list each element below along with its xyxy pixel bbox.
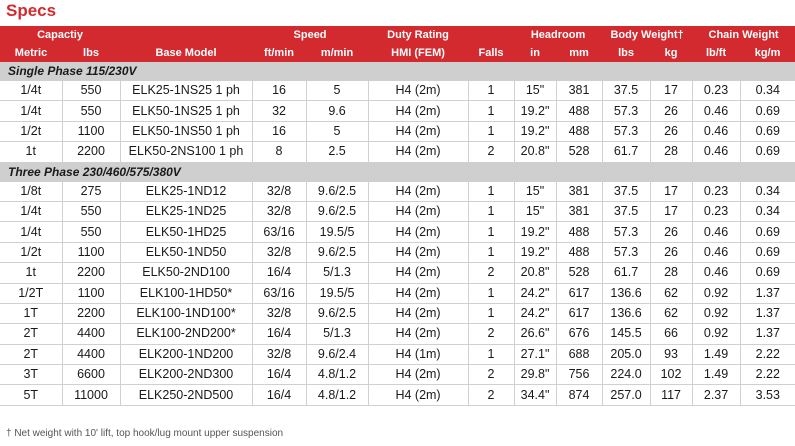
table-cell: ELK200-2ND300 — [120, 365, 252, 385]
table-cell: H4 (2m) — [368, 222, 468, 242]
table-cell: 61.7 — [602, 142, 650, 162]
table-cell: 2 — [468, 365, 514, 385]
table-cell: 2T — [0, 324, 62, 344]
table-cell: ELK100-1ND100* — [120, 303, 252, 323]
table-cell: 0.69 — [740, 121, 795, 141]
table-cell: 28 — [650, 263, 692, 283]
table-cell: 528 — [556, 142, 602, 162]
table-row — [0, 344, 795, 364]
table-row — [0, 101, 795, 121]
header-duty-rating: Duty Rating — [368, 26, 468, 44]
table-cell: 66 — [650, 324, 692, 344]
table-cell: ELK100-1HD50* — [120, 283, 252, 303]
header-chain-weight: Chain Weight — [692, 26, 795, 44]
table-cell: 1/4t — [0, 101, 62, 121]
table-cell: 5T — [0, 385, 62, 405]
table-cell: 16/4 — [252, 365, 306, 385]
table-cell: H4 (2m) — [368, 182, 468, 202]
table-cell: 488 — [556, 222, 602, 242]
table-cell: 0.69 — [740, 263, 795, 283]
table-cell: ELK50-1NS25 1 ph — [120, 101, 252, 121]
table-row — [0, 303, 795, 323]
table-cell: 2.37 — [692, 385, 740, 405]
table-cell: 26 — [650, 242, 692, 262]
table-cell: 4400 — [62, 324, 120, 344]
table-cell: 20.8" — [514, 263, 556, 283]
table-cell: 29.8" — [514, 365, 556, 385]
section-header — [0, 162, 795, 182]
table-cell: 26 — [650, 222, 692, 242]
table-cell: 1.37 — [740, 283, 795, 303]
table-cell: H4 (2m) — [368, 283, 468, 303]
table-cell: 550 — [62, 201, 120, 221]
table-cell: 550 — [62, 222, 120, 242]
table-cell: 1/2t — [0, 121, 62, 141]
table-cell: 2 — [468, 263, 514, 283]
table-cell: 32/8 — [252, 303, 306, 323]
table-cell: 62 — [650, 303, 692, 323]
table-cell: 37.5 — [602, 81, 650, 101]
table-cell: 4.8/1.2 — [306, 385, 368, 405]
table-cell: 0.46 — [692, 222, 740, 242]
table-cell: 0.46 — [692, 242, 740, 262]
table-cell: 19.2" — [514, 101, 556, 121]
table-cell: 874 — [556, 385, 602, 405]
table-cell: 93 — [650, 344, 692, 364]
footnote: † Net weight with 10' lift, top hook/lug mount upper suspension — [6, 428, 284, 439]
table-cell: 1 — [468, 81, 514, 101]
table-cell: 3T — [0, 365, 62, 385]
table-cell: 0.69 — [740, 142, 795, 162]
header-blank — [120, 26, 252, 44]
table-cell: 676 — [556, 324, 602, 344]
table-row — [0, 121, 795, 141]
table-cell: 37.5 — [602, 201, 650, 221]
table-cell: 0.23 — [692, 182, 740, 202]
table-cell: 381 — [556, 182, 602, 202]
table-row — [0, 263, 795, 283]
table-row — [0, 142, 795, 162]
header-m-min: m/min — [306, 44, 368, 62]
table-cell: 205.0 — [602, 344, 650, 364]
table-cell: 15" — [514, 201, 556, 221]
table-cell: 1T — [0, 303, 62, 323]
table-cell: ELK25-1ND12 — [120, 182, 252, 202]
table-cell: 37.5 — [602, 182, 650, 202]
table-cell: 17 — [650, 182, 692, 202]
table-cell: 57.3 — [602, 121, 650, 141]
header-lbs: lbs — [62, 44, 120, 62]
table-cell: 9.6/2.5 — [306, 242, 368, 262]
table-cell: H4 (2m) — [368, 142, 468, 162]
table-row — [0, 242, 795, 262]
table-cell: 1 — [468, 201, 514, 221]
table-cell: 1 — [468, 303, 514, 323]
table-cell: 26 — [650, 101, 692, 121]
table-cell: ELK50-2NS100 1 ph — [120, 142, 252, 162]
header-ft-min: ft/min — [252, 44, 306, 62]
header-speed: Speed — [252, 26, 368, 44]
table-cell: 19.2" — [514, 121, 556, 141]
table-cell: 1.37 — [740, 324, 795, 344]
table-cell: 15" — [514, 81, 556, 101]
table-cell: 488 — [556, 101, 602, 121]
table-cell: 0.46 — [692, 121, 740, 141]
table-row — [0, 201, 795, 221]
table-cell: 8 — [252, 142, 306, 162]
table-cell: 63/16 — [252, 283, 306, 303]
table-cell: H4 (2m) — [368, 365, 468, 385]
table-cell: 1100 — [62, 283, 120, 303]
table-cell: 0.69 — [740, 101, 795, 121]
table-cell: 5 — [306, 121, 368, 141]
table-cell: 57.3 — [602, 222, 650, 242]
table-cell: 61.7 — [602, 263, 650, 283]
table-cell: 2 — [468, 324, 514, 344]
table-cell: 488 — [556, 121, 602, 141]
table-cell: ELK250-2ND500 — [120, 385, 252, 405]
table-cell: 550 — [62, 81, 120, 101]
table-cell: 0.34 — [740, 81, 795, 101]
table-cell: ELK100-2ND200* — [120, 324, 252, 344]
header-in: in — [514, 44, 556, 62]
table-cell: 1/4t — [0, 222, 62, 242]
table-cell: 1100 — [62, 242, 120, 262]
table-row — [0, 222, 795, 242]
table-cell: 0.69 — [740, 242, 795, 262]
table-cell: 117 — [650, 385, 692, 405]
table-cell: 1 — [468, 344, 514, 364]
table-cell: H4 (2m) — [368, 101, 468, 121]
table-cell: 19.2" — [514, 242, 556, 262]
header-metric: Metric — [0, 44, 62, 62]
table-cell: 16/4 — [252, 385, 306, 405]
table-cell: 550 — [62, 101, 120, 121]
table-cell: 2.22 — [740, 344, 795, 364]
table-cell: 32/8 — [252, 201, 306, 221]
table-cell: 16/4 — [252, 324, 306, 344]
table-cell: 57.3 — [602, 101, 650, 121]
section-label: Three Phase 230/460/575/380V — [0, 162, 795, 182]
table-cell: ELK50-1ND50 — [120, 242, 252, 262]
table-cell: 17 — [650, 81, 692, 101]
table-cell: 0.23 — [692, 81, 740, 101]
table-cell: 1/8t — [0, 182, 62, 202]
table-cell: 1 — [468, 182, 514, 202]
table-cell: 1100 — [62, 121, 120, 141]
table-cell: 0.69 — [740, 222, 795, 242]
table-body — [0, 62, 795, 405]
table-row — [0, 385, 795, 405]
table-cell: 136.6 — [602, 283, 650, 303]
table-cell: 0.46 — [692, 263, 740, 283]
table-cell: 20.8" — [514, 142, 556, 162]
table-cell: 2 — [468, 385, 514, 405]
table-cell: 15" — [514, 182, 556, 202]
table-cell: 136.6 — [602, 303, 650, 323]
header-falls: Falls — [468, 44, 514, 62]
table-cell: 16/4 — [252, 263, 306, 283]
table-cell: ELK50-2ND100 — [120, 263, 252, 283]
table-cell: 1.37 — [740, 303, 795, 323]
table-cell: 24.2" — [514, 283, 556, 303]
table-cell: H4 (2m) — [368, 81, 468, 101]
table-cell: ELK50-1NS50 1 ph — [120, 121, 252, 141]
table-cell: 11000 — [62, 385, 120, 405]
table-cell: 2.22 — [740, 365, 795, 385]
table-cell: 2200 — [62, 303, 120, 323]
table-cell: 1t — [0, 142, 62, 162]
table-cell: 688 — [556, 344, 602, 364]
table-cell: 26 — [650, 121, 692, 141]
table-cell: 617 — [556, 303, 602, 323]
table-cell: H4 (2m) — [368, 201, 468, 221]
header-blank-falls — [468, 26, 514, 44]
table-cell: 32/8 — [252, 182, 306, 202]
table-cell: 2T — [0, 344, 62, 364]
table-cell: 528 — [556, 263, 602, 283]
table-cell: 275 — [62, 182, 120, 202]
header-capacity: Capactiy — [0, 26, 120, 44]
table-cell: 1/2T — [0, 283, 62, 303]
table-cell: 32/8 — [252, 344, 306, 364]
table-cell: 19.5/5 — [306, 222, 368, 242]
table-cell: 19.2" — [514, 222, 556, 242]
header-lb-ft: lb/ft — [692, 44, 740, 62]
table-cell: 26.6" — [514, 324, 556, 344]
table-cell: H4 (2m) — [368, 121, 468, 141]
header-base-model: Base Model — [120, 44, 252, 62]
table-cell: 32/8 — [252, 242, 306, 262]
table-cell: H4 (2m) — [368, 385, 468, 405]
table-cell: 0.92 — [692, 283, 740, 303]
table-cell: 224.0 — [602, 365, 650, 385]
table-cell: ELK25-1ND25 — [120, 201, 252, 221]
table-cell: 145.5 — [602, 324, 650, 344]
header-duty-sub: HMI (FEM) — [368, 44, 468, 62]
table-cell: 2.5 — [306, 142, 368, 162]
table-cell: 16 — [252, 81, 306, 101]
table-cell: 381 — [556, 201, 602, 221]
table-cell: 0.34 — [740, 201, 795, 221]
table-cell: 17 — [650, 201, 692, 221]
table-cell: 62 — [650, 283, 692, 303]
table-cell: 1t — [0, 263, 62, 283]
header-headroom: Headroom — [514, 26, 602, 44]
table-cell: H4 (1m) — [368, 344, 468, 364]
table-cell: 1 — [468, 121, 514, 141]
table-cell: 34.4" — [514, 385, 556, 405]
table-cell: 63/16 — [252, 222, 306, 242]
header-body-lbs: lbs — [602, 44, 650, 62]
table-cell: 102 — [650, 365, 692, 385]
table-cell: 0.92 — [692, 324, 740, 344]
section-header — [0, 62, 795, 81]
table-cell: 5/1.3 — [306, 324, 368, 344]
table-cell: 32 — [252, 101, 306, 121]
table-cell: 9.6/2.5 — [306, 201, 368, 221]
table-cell: 2200 — [62, 142, 120, 162]
table-cell: 0.46 — [692, 142, 740, 162]
table-cell: H4 (2m) — [368, 263, 468, 283]
table-cell: 1 — [468, 101, 514, 121]
table-cell: 1/4t — [0, 81, 62, 101]
table-header — [0, 26, 795, 62]
page-title: Specs — [6, 1, 57, 20]
section-label: Single Phase 115/230V — [0, 62, 795, 81]
table-cell: 5 — [306, 81, 368, 101]
table-cell: 4400 — [62, 344, 120, 364]
table-cell: 4.8/1.2 — [306, 365, 368, 385]
table-cell: 9.6/2.5 — [306, 303, 368, 323]
table-row — [0, 324, 795, 344]
table-cell: 488 — [556, 242, 602, 262]
table-cell: 1.49 — [692, 365, 740, 385]
table-cell: 16 — [252, 121, 306, 141]
table-cell: 1/4t — [0, 201, 62, 221]
table-cell: 381 — [556, 81, 602, 101]
table-cell: 756 — [556, 365, 602, 385]
table-cell: 5/1.3 — [306, 263, 368, 283]
table-row — [0, 81, 795, 101]
table-cell: ELK25-1NS25 1 ph — [120, 81, 252, 101]
header-mm: mm — [556, 44, 602, 62]
table-cell: H4 (2m) — [368, 303, 468, 323]
table-cell: 0.34 — [740, 182, 795, 202]
table-cell: 2200 — [62, 263, 120, 283]
table-cell: 0.23 — [692, 201, 740, 221]
table-row — [0, 283, 795, 303]
table-cell: H4 (2m) — [368, 324, 468, 344]
specs-table — [0, 26, 795, 406]
table-cell: 19.5/5 — [306, 283, 368, 303]
table-cell: 0.46 — [692, 101, 740, 121]
table-cell: 257.0 — [602, 385, 650, 405]
table-cell: 28 — [650, 142, 692, 162]
header-kg: kg — [650, 44, 692, 62]
table-cell: 1.49 — [692, 344, 740, 364]
table-row — [0, 182, 795, 202]
table-cell: 0.92 — [692, 303, 740, 323]
header-body-weight: Body Weight† — [602, 26, 692, 44]
header-kg-m: kg/m — [740, 44, 795, 62]
table-cell: 27.1" — [514, 344, 556, 364]
table-cell: 9.6/2.4 — [306, 344, 368, 364]
table-cell: 1 — [468, 242, 514, 262]
table-cell: 3.53 — [740, 385, 795, 405]
table-cell: H4 (2m) — [368, 242, 468, 262]
table-cell: 9.6 — [306, 101, 368, 121]
table-cell: 1 — [468, 222, 514, 242]
table-cell: 1/2t — [0, 242, 62, 262]
table-cell: 1 — [468, 283, 514, 303]
table-row — [0, 365, 795, 385]
table-cell: 2 — [468, 142, 514, 162]
table-cell: ELK50-1HD25 — [120, 222, 252, 242]
table-cell: ELK200-1ND200 — [120, 344, 252, 364]
table-cell: 6600 — [62, 365, 120, 385]
table-cell: 9.6/2.5 — [306, 182, 368, 202]
table-cell: 57.3 — [602, 242, 650, 262]
table-cell: 24.2" — [514, 303, 556, 323]
table-cell: 617 — [556, 283, 602, 303]
